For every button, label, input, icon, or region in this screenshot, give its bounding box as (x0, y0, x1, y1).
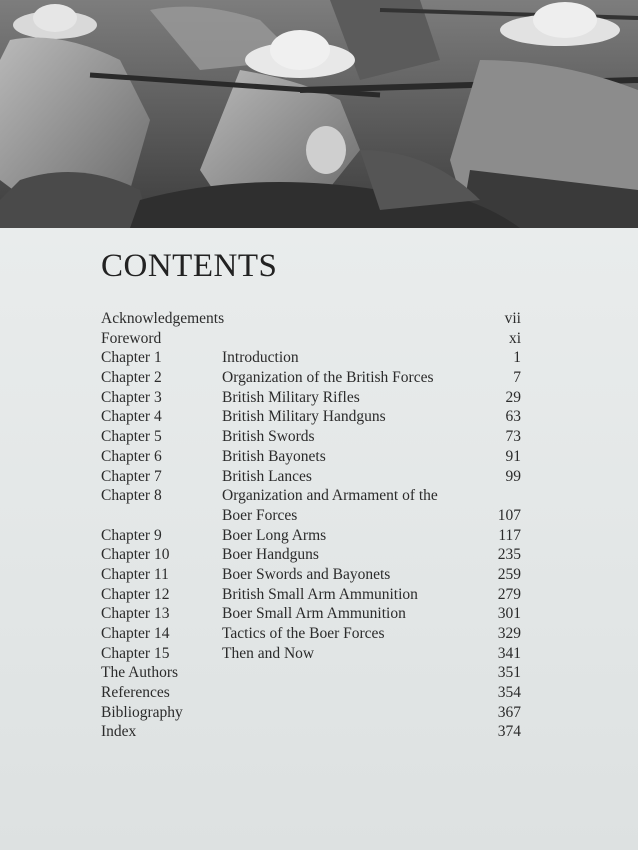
toc-entry-page: 354 (497, 684, 521, 702)
toc-entry-label: Chapter 6 (101, 447, 162, 465)
contents-heading: CONTENTS (101, 248, 278, 284)
table-of-contents (101, 309, 521, 742)
toc-entry (101, 309, 521, 329)
toc-entry-label: Chapter 5 (101, 428, 162, 446)
toc-entry-title: Boer Small Arm Ammunition (222, 605, 406, 623)
toc-entry-page: 117 (498, 526, 521, 544)
toc-entry-title: Boer Long Arms (222, 526, 327, 544)
toc-entry-title: British Small Arm Ammunition (222, 585, 418, 603)
toc-entry-page: 7 (513, 369, 521, 387)
toc-entry (101, 388, 521, 408)
toc-entry-label: Foreword (101, 329, 162, 347)
toc-entry-label: Chapter 12 (101, 585, 170, 603)
toc-entry-page: 301 (497, 605, 521, 623)
toc-entry-label: The Authors (101, 664, 179, 682)
toc-entry-title: Boer Handguns (222, 546, 319, 564)
toc-entry-page: 1 (513, 349, 521, 367)
toc-entry-title: Organization and Armament of the Boer Forces (222, 487, 438, 524)
header-photograph (0, 0, 638, 228)
toc-entry-page: 99 (505, 467, 521, 485)
toc-entry-label: Chapter 3 (101, 388, 162, 406)
toc-entry-title: Organization of the British Forces (222, 369, 434, 387)
toc-entry (101, 624, 521, 644)
toc-entry (101, 526, 521, 546)
toc-entry-page: 29 (505, 388, 521, 406)
toc-entry (101, 486, 521, 525)
toc-entry-page: xi (508, 329, 521, 347)
toc-entry (101, 604, 521, 624)
toc-entry-page: 329 (497, 625, 521, 643)
toc-entry-page: 235 (497, 546, 521, 564)
toc-entry-title: British Military Rifles (222, 388, 360, 406)
toc-entry-title: British Bayonets (222, 447, 326, 465)
toc-entry-label: Chapter 10 (101, 546, 170, 564)
toc-entry-label: Chapter 2 (101, 369, 162, 387)
soldiers-firing-photo (0, 0, 638, 228)
toc-entry (101, 663, 521, 683)
toc-entry (101, 565, 521, 585)
toc-entry-title: British Swords (222, 428, 315, 446)
toc-entry-page: 367 (497, 703, 521, 721)
toc-entry-page: 279 (497, 585, 521, 603)
toc-entry-label: Chapter 1 (101, 349, 162, 367)
toc-entry-label: Chapter 13 (101, 605, 170, 623)
toc-entry-title: Boer Swords and Bayonets (222, 565, 391, 583)
toc-entry-page: 91 (505, 447, 521, 465)
toc-entry-label: Chapter 14 (101, 625, 170, 643)
toc-entry (101, 368, 521, 388)
toc-entry-label: Chapter 9 (101, 526, 162, 544)
toc-entry-page: vii (504, 310, 521, 327)
toc-entry (101, 585, 521, 605)
toc-entry (101, 447, 521, 467)
toc-entry-title: Tactics of the Boer Forces (222, 625, 385, 643)
toc-entry-label: Chapter 15 (101, 644, 170, 662)
toc-entry-label: Chapter 4 (101, 408, 162, 426)
toc-entry-title: Introduction (222, 349, 299, 367)
toc-entry (101, 467, 521, 487)
toc-entry-page: 341 (497, 644, 521, 662)
toc-entry-title: Then and Now (222, 644, 315, 662)
toc-entry (101, 329, 521, 349)
toc-entry (101, 427, 521, 447)
toc-entry-page: 351 (497, 664, 521, 682)
toc-entry (101, 722, 521, 742)
toc-entry-label: Index (101, 723, 137, 741)
toc-entry (101, 703, 521, 723)
toc-entry-page: 73 (505, 428, 521, 446)
toc-entry (101, 545, 521, 565)
toc-entry-label: Acknowledgements (101, 310, 225, 327)
toc-entry-label: Chapter 7 (101, 467, 162, 485)
toc-entry-label: Bibliography (101, 703, 183, 721)
toc-entry (101, 407, 521, 427)
toc-entry-page: 374 (497, 723, 521, 741)
toc-entry (101, 348, 521, 368)
toc-entry-label: Chapter 8 (101, 487, 162, 505)
toc-entry-title: British Lances (222, 467, 312, 485)
toc-entry (101, 683, 521, 703)
toc-entry-label: References (101, 684, 170, 702)
toc-entry-page: 259 (497, 565, 521, 583)
toc-entry-label: Chapter 11 (101, 565, 169, 583)
toc-entry-page: 63 (505, 408, 521, 426)
toc-entry-page: 107 (497, 506, 521, 524)
toc-entry-title: British Military Handguns (222, 408, 386, 426)
toc-entry (101, 644, 521, 664)
